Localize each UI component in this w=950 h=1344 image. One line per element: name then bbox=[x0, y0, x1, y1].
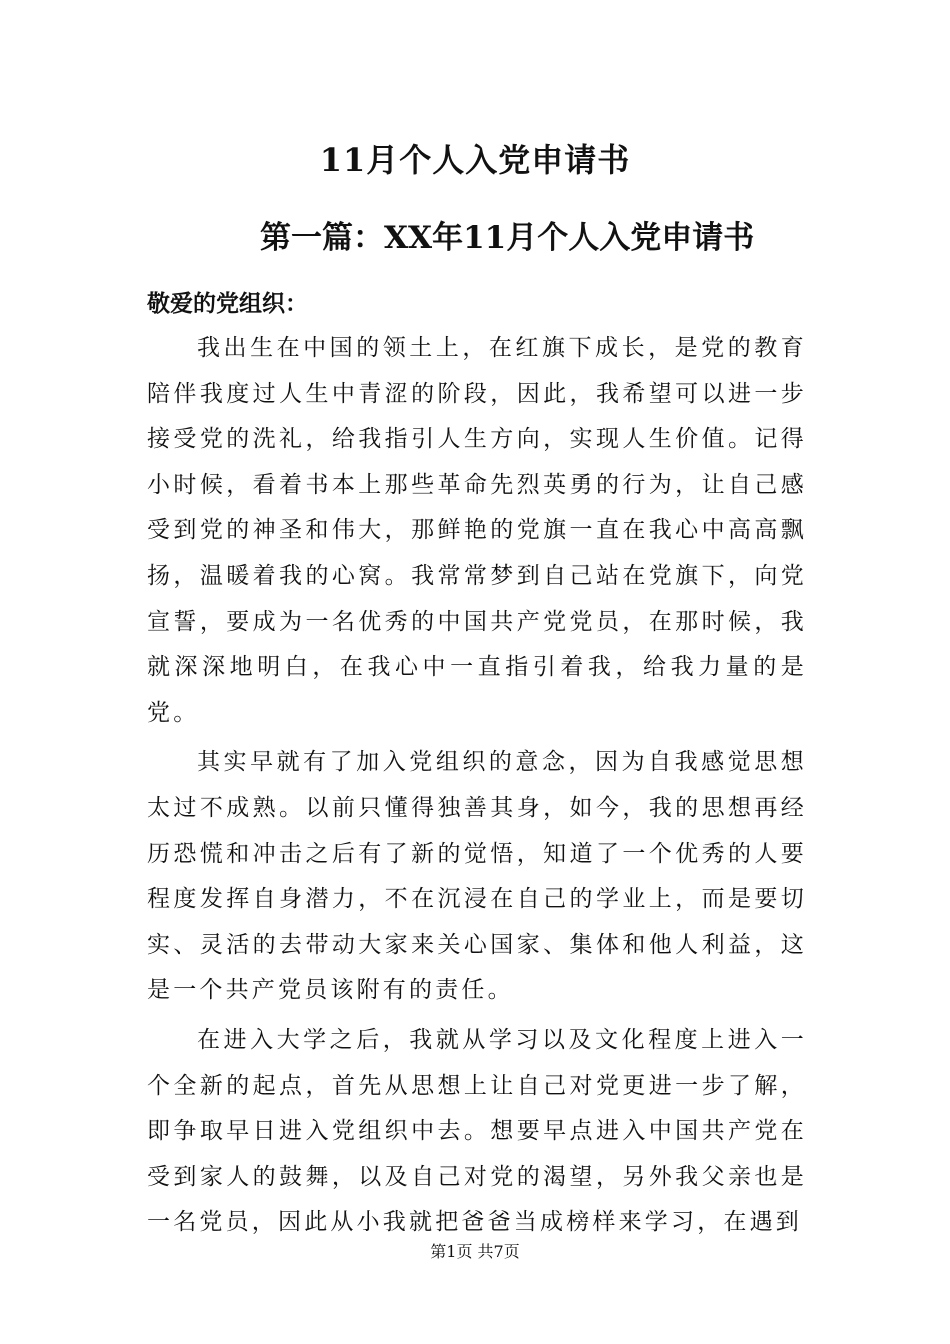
document-subtitle: 第一篇：XX年11月个人入党申请书 bbox=[260, 220, 755, 256]
paragraph: 我出生在中国的领土上，在红旗下成长，是党的教育陪伴我度过人生中青涩的阶段，因此，我希望可以进一步接受党的洗礼，给我指引人生方向，实现人生价值。记得小时候，看着书本上那些革命先烈英勇的行为，让自己感受到党的神圣和伟大，那鲜艳的党旗一直在我心中高高飘扬，温暖着我的心窝。我常常梦到自己站在党旗下，向党宣誓，要成为一名优秀的中国共产党党员，在那时候，我就深深地明白，在我心中一直指引着我，给我力量的是党。 bbox=[147, 335, 807, 726]
document-title: 11月个人入党申请书 bbox=[319, 141, 631, 179]
body-text bbox=[147, 326, 807, 1246]
salutation: 敬爱的党组织： bbox=[147, 290, 308, 317]
page-footer: 第1页 共7页 bbox=[430, 1242, 520, 1261]
paragraph: 其实早就有了加入党组织的意念，因为自我感觉思想太过不成熟。以前只懂得独善其身，如今，我的思想再经历恐慌和冲击之后有了新的觉悟，知道了一个优秀的人要程度发挥自身潜力，不在沉浸在自己的学业上，而是要切实、灵活的去带动大家来关心国家、集体和他人利益，这是一个共产党员该附有的责任。 bbox=[147, 749, 807, 1004]
paragraph: 在进入大学之后，我就从学习以及文化程度上进入一个全新的起点，首先从思想上让自己对党更进一步了解，即争取早日进入党组织中去。想要早点进入中国共产党在受到家人的鼓舞，以及自己对党的渴望，另外我父亲也是一名党员，因此从小我就把爸爸当成榜样来学习，在遇到 bbox=[147, 1026, 807, 1236]
